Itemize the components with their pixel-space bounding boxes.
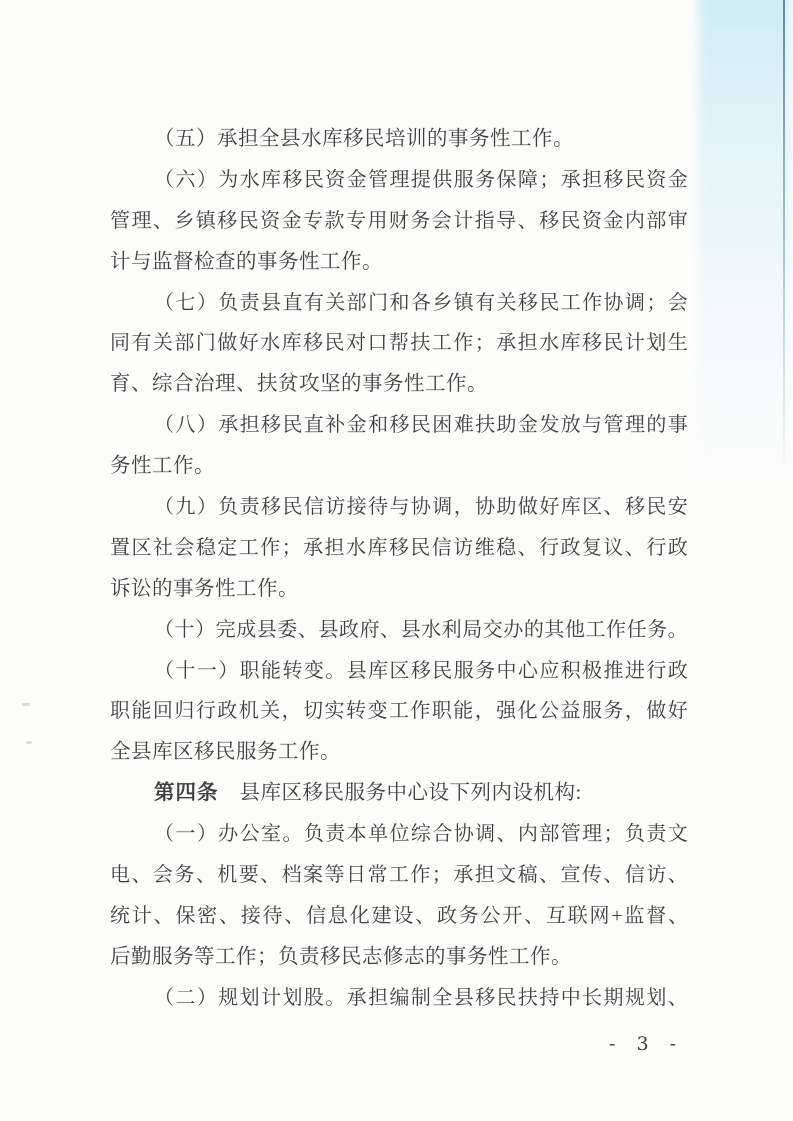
- text-line: 育、综合治理、扶贫攻坚的事务性工作。: [110, 373, 488, 396]
- text-line: 统 计 、 保 密 、 接 待 、 信 息 化 建 设 、 政 务 公 开 、 互 联 网 + 监 督 、: [110, 904, 688, 927]
- text-line: （ 九 ） 负 责 移 民 信 访 接 待 与 协 调 ， 协 助 做 好 库 区 、 移 民 安: [154, 496, 688, 519]
- page-number: - 3 -: [608, 1033, 679, 1055]
- text-line: （ 八 ） 承 担 移 民 直 补 金 和 移 民 困 难 扶 助 金 发 放 与 管 理 的 事: [154, 414, 688, 437]
- scan-speck: [22, 703, 30, 706]
- text-line: 计与监督检查的事务性工作。: [110, 250, 383, 273]
- text-line: （ 二 ） 规 划 计 划 股 。 承 担 编 制 全 县 移 民 扶 持 中 长 期 规 划 、: [154, 986, 688, 1009]
- text-line: 诉讼的事务性工作。: [110, 577, 299, 600]
- text-line: 管 理 、 乡 镇 移 民 资 金 专 款 专 用 财 务 会 计 指 导 、 移 民 资 金 内 部 审: [110, 209, 688, 232]
- text-line: （ 十 ） 完 成 县 委 、 县 政 府 、 县 水 利 局 交 办 的 其 他 工 作 任 务 。: [154, 618, 688, 641]
- text-line: （ 七 ） 负 责 县 直 有 关 部 门 和 各 乡 镇 有 关 移 民 工 作 协 调 ； 会: [154, 291, 688, 314]
- text-line: 职 能 回 归 行 政 机 关 ， 切 实 转 变 工 作 职 能 ， 强 化 公 益 服 务 ， 做 好: [110, 700, 688, 723]
- scan-speck: [26, 741, 32, 744]
- text-block: [110, 126, 688, 1026]
- text-line: （五）承担全县水库移民培训的事务性工作。: [154, 128, 574, 150]
- text-line: （ 六 ） 为 水 库 移 民 资 金 管 理 提 供 服 务 保 障 ； 承 担 移 民 资 金: [154, 168, 688, 191]
- scan-edge-line-artifact: [783, 0, 785, 475]
- text-line: （ 一 ） 办 公 室 。 负 责 本 单 位 综 合 协 调 、 内 部 管 理 ； 负 责 文: [154, 823, 688, 846]
- text-line: 后勤服务等工作；负责移民志修志的事务性工作。: [110, 945, 572, 968]
- text-line: （ 十 一 ） 职 能 转 变 。 县 库 区 移 民 服 务 中 心 应 积 极 推 进 行 政: [154, 659, 688, 682]
- article-title: 县库区移民服务中心设下列内设机构:: [239, 782, 582, 805]
- text-line: 置 区 社 会 稳 定 工 作 ； 承 担 水 库 移 民 信 访 维 稳 、 行 政 复 议 、 行 政: [110, 536, 688, 559]
- text-line: 同 有 关 部 门 做 好 水 库 移 民 对 口 帮 扶 工 作 ； 承 担 水 库 移 民 计 划 生: [110, 332, 688, 355]
- article-heading: [110, 780, 688, 821]
- text-line: 电 、 会 务 、 机 要 、 档 案 等 日 常 工 作 ； 承 担 文 稿 、 宣 传 、 信 访 、: [110, 864, 688, 887]
- text-line: 全县库区移民服务工作。: [110, 741, 341, 764]
- text-line: 务性工作。: [110, 455, 215, 478]
- scan-tint-artifact: [698, 0, 790, 550]
- article-number: 第四条: [154, 782, 219, 805]
